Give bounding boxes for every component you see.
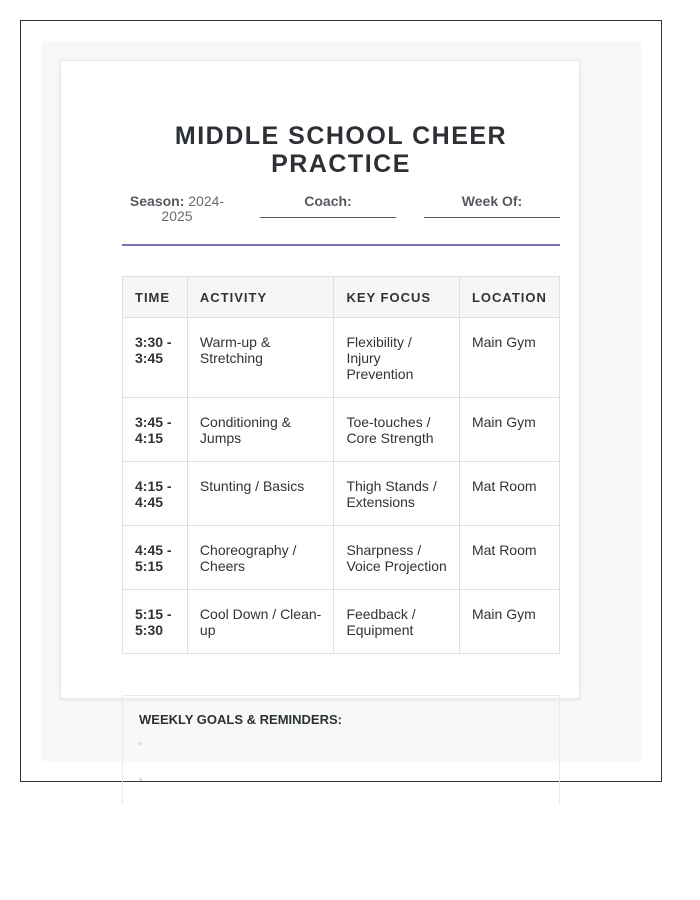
focus-cell: Toe-touches / Core Strength <box>334 398 460 462</box>
week-field[interactable] <box>424 194 560 224</box>
header-divider <box>122 244 560 246</box>
season-field <box>122 194 232 224</box>
activity-cell: Warm-up & Stretching <box>187 318 334 398</box>
week-label: Week Of: <box>461 193 523 209</box>
column-header-time: TIME <box>123 277 188 318</box>
column-header-activity: ACTIVITY <box>187 277 334 318</box>
location-cell: Main Gym <box>459 398 559 462</box>
document-content <box>122 100 560 654</box>
time-cell: 4:45 - 5:15 <box>123 526 188 590</box>
table-row <box>123 318 560 398</box>
activity-cell: Choreography / Cheers <box>187 526 334 590</box>
time-cell: 3:45 - 4:15 <box>123 398 188 462</box>
focus-cell: Thigh Stands / Extensions <box>334 462 460 526</box>
coach-blank-line[interactable] <box>260 217 396 218</box>
season-value: 2024-2025 <box>161 193 225 224</box>
location-cell: Main Gym <box>459 318 559 398</box>
table-row <box>123 526 560 590</box>
coach-field[interactable] <box>260 194 396 224</box>
time-cell: 4:15 - 4:45 <box>123 462 188 526</box>
table-row <box>123 590 560 654</box>
table-row <box>123 462 560 526</box>
time-cell: 3:30 - 3:45 <box>123 318 188 398</box>
week-blank-line[interactable] <box>424 217 560 218</box>
location-cell: Mat Room <box>459 526 559 590</box>
activity-cell: Stunting / Basics <box>187 462 334 526</box>
goal-bullet <box>139 742 142 745</box>
table-header-row <box>123 277 560 318</box>
season-label: Season: <box>129 193 185 209</box>
meta-row <box>122 194 560 224</box>
focus-cell: Feedback / Equipment <box>334 590 460 654</box>
schedule-table <box>122 276 560 654</box>
goal-bullet <box>139 778 142 781</box>
weekly-goals-title: WEEKLY GOALS & REMINDERS: <box>139 712 342 727</box>
focus-cell: Flexibility / Injury Prevention <box>334 318 460 398</box>
focus-cell: Sharpness / Voice Projection <box>334 526 460 590</box>
column-header-location: LOCATION <box>459 277 559 318</box>
location-cell: Mat Room <box>459 462 559 526</box>
weekly-goals-box[interactable] <box>122 695 560 804</box>
table-row <box>123 398 560 462</box>
document-title: MIDDLE SCHOOL CHEER PRACTICE <box>174 122 508 178</box>
coach-label: Coach: <box>304 193 352 209</box>
activity-cell: Cool Down / Clean-up <box>187 590 334 654</box>
time-cell: 5:15 - 5:30 <box>123 590 188 654</box>
column-header-key-focus: KEY FOCUS <box>334 277 460 318</box>
activity-cell: Conditioning & Jumps <box>187 398 334 462</box>
location-cell: Main Gym <box>459 590 559 654</box>
